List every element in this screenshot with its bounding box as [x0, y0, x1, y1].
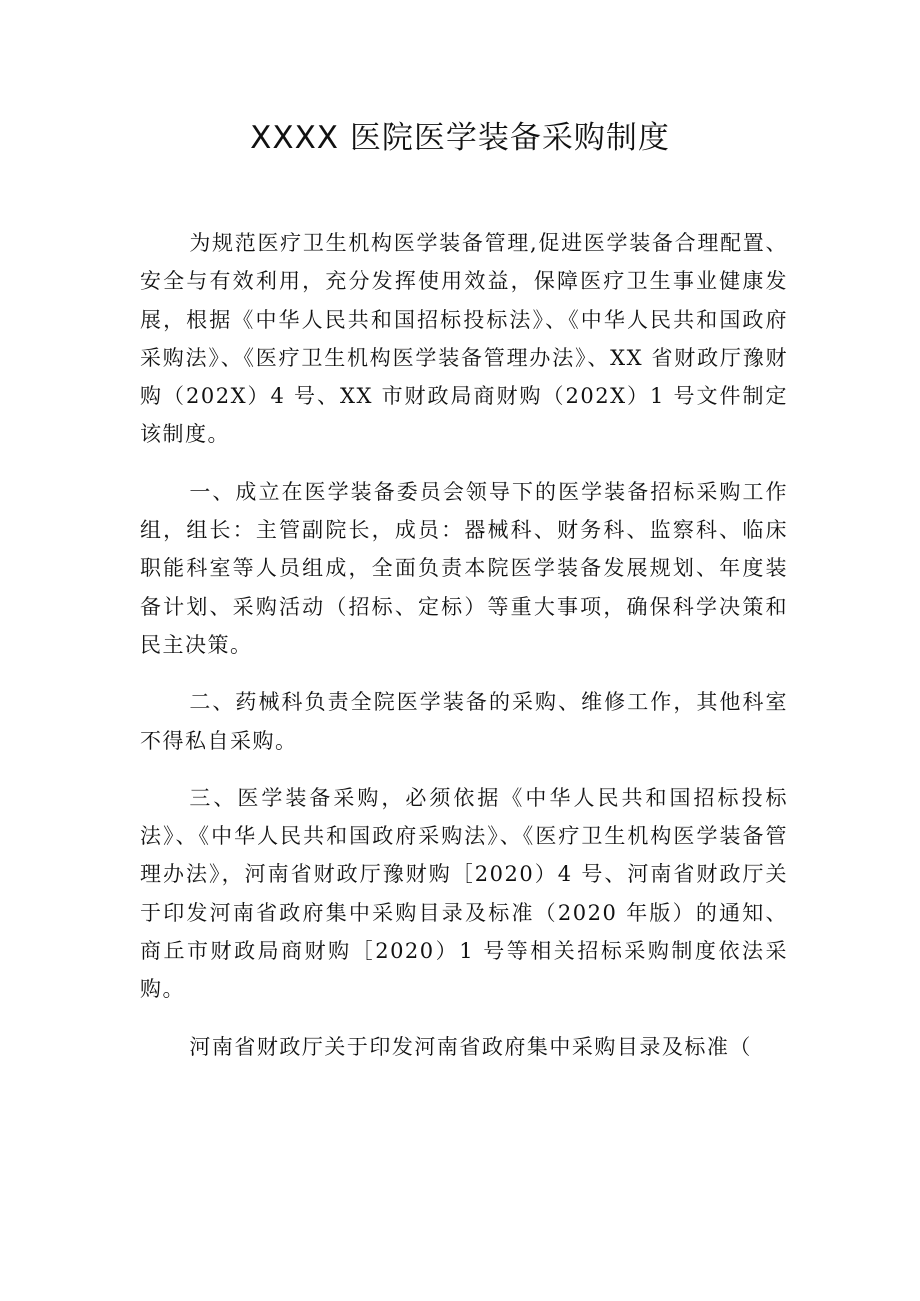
- document-title: XXXX 医院医学装备采购制度: [250, 120, 670, 156]
- paragraph-article-3: 三、医学装备采购，必须依据《中华人民共和国招标投标法》、《中华人民共和国政府采购法》、《医疗卫生机构医学装备管理办法》，河南省财政厅豫财购［2020）4 号、河南省财政厅关于印发河南省政府集中采购目录及标准（2020 年版）的通知、商丘市财政局商财购［2020）1 号等相关招标采购制度依法采购。: [140, 785, 788, 1002]
- document-body: [140, 224, 788, 1066]
- paragraph-continuation: 河南省财政厅关于印发河南省政府集中采购目录及标准（: [189, 1034, 752, 1059]
- paragraph-article-2: 二、药械科负责全院医学装备的采购、维修工作，其他科室不得私自采购。: [140, 690, 788, 753]
- paragraph-preamble: 为规范医疗卫生机构医学装备管理,促进医学装备合理配置、安全与有效利用，充分发挥使用效益，保障医疗卫生事业健康发展，根据《中华人民共和国招标投标法》、《中华人民共和国政府采购法》、《医疗卫生机构医学装备管理办法》、XX 省财政厅豫财购（202X）4 号、XX 市财政局商财购（202X）1 号文件制定该制度。: [140, 231, 788, 447]
- paragraph-article-1: 一、成立在医学装备委员会领导下的医学装备招标采购工作组，组长：主管副院长，成员：器械科、财务科、监察科、临床职能科室等人员组成，全面负责本院医学装备发展规划、年度装备计划、采购活动（招标、定标）等重大事项，确保科学决策和民主决策。: [140, 479, 788, 657]
